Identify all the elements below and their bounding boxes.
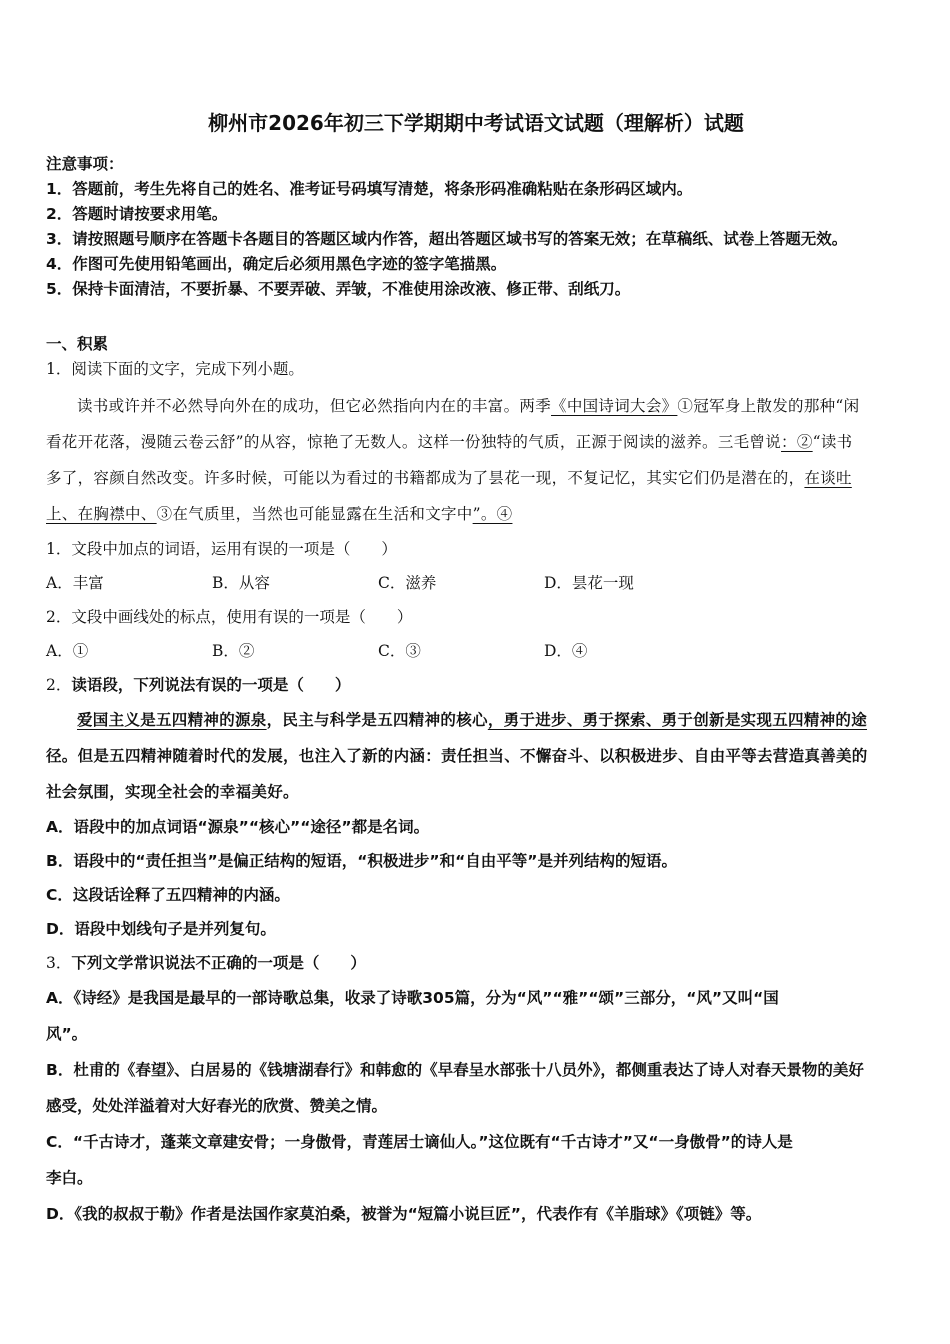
option-b[interactable]: B．② — [212, 642, 255, 660]
passage-line: 看花开花落，漫随云卷云舒”的从容，惊艳了无数人。这样一份独特的气质，正源于阅读的滋养。三毛曾说：②“读书 — [46, 433, 853, 451]
passage-line: 读书或许并不必然导向外在的成功，但它必然指向内在的丰富。两季《中国诗词大会》①冠军身上散发的那种“闲 — [77, 397, 860, 415]
option-d[interactable]: D．《我的叔叔于勒》作者是法国作家莫泊桑，被誉为“短篇小说巨匠”，代表作有《羊脂球》《项链》等。 — [46, 1205, 762, 1223]
passage-line: 上、在胸襟中、③在气质里，当然也可能显露在生活和文字中”。④ — [46, 505, 513, 523]
section-heading: 一、积累 — [46, 335, 109, 353]
option-d[interactable]: D．昙花一现 — [544, 574, 634, 592]
option-a[interactable]: A．① — [46, 642, 89, 660]
notice-item: 5．保持卡面清洁，不要折暴、不要弄破、弄皱，不准使用涂改液、修正带、刮纸刀。 — [46, 280, 631, 298]
passage-line: 径。但是五四精神随着时代的发展，也注入了新的内涵：责任担当、不懈奋斗、以积极进步、自由平等去营造真善美的 — [46, 746, 868, 765]
passage-line: 爱国主义是五四精神的源泉，民主与科学是五四精神的核心，勇于进步、勇于探索、勇于创新是实现五四精神的途 — [77, 710, 868, 729]
option-b[interactable]: B．语段中的“责任担当”是偏正结构的短语，“积极进步”和“自由平等”是并列结构的短语。 — [46, 852, 677, 870]
option-a[interactable]: A．《诗经》是我国是最早的一部诗歌总集，收录了诗歌305篇，分为“风”“雅”“颂”三部分，“风”又叫“国 风”。 — [46, 989, 779, 1043]
notice-heading: 注意事项： — [46, 155, 124, 173]
option-a[interactable]: A．丰富 — [46, 574, 104, 592]
option-a[interactable]: A．语段中的加点词语“源泉”“核心”“途径”都是名词。 — [46, 818, 430, 836]
page-title: 柳州市2026年初三下学期期中考试语文试题（理解析）试题 — [208, 111, 744, 135]
option-row — [46, 566, 906, 600]
passage-line: 多了，容颜自然改变。许多时候，可能以为看过的书籍都成为了昙花一现，不复记忆，其实它们仍是潜在的，在谈吐 — [46, 469, 852, 487]
option-c[interactable]: C．“千古诗才，蓬莱文章建安骨；一身傲骨，青莲居士谪仙人。”这位既有“千古诗才”又“一身傲骨”的诗人是 李白。 — [46, 1133, 793, 1187]
option-d[interactable]: D．④ — [544, 642, 588, 660]
option-c[interactable]: C．滋养 — [378, 574, 437, 592]
question-stem: 2．读语段，下列说法有误的一项是（ ） — [46, 676, 351, 694]
subquestion-stem: 2．文段中画线处的标点，使用有误的一项是（ ） — [46, 608, 413, 626]
notice-item: 2．答题时请按要求用笔。 — [46, 205, 228, 223]
notice-item: 1．答题前，考生先将自己的姓名、准考证号码填写清楚，将条形码准确粘贴在条形码区域内。 — [46, 180, 693, 198]
option-b[interactable]: B．杜甫的《春望》、白居易的《钱塘湖春行》和韩愈的《早春呈水部张十八员外》，都侧重表达了诗人对春天景物的美好 感受，处处洋溢着对大好春光的欣赏、赞美之情。 — [46, 1061, 864, 1115]
question-intro: 1．阅读下面的文字，完成下列小题。 — [46, 360, 304, 378]
notice-item: 4．作图可先使用铅笔画出，确定后必须用黑色字迹的签字笔描黑。 — [46, 255, 507, 273]
option-c[interactable]: C．这段话诠释了五四精神的内涵。 — [46, 886, 290, 904]
subquestion-stem: 1．文段中加点的词语，运用有误的一项是（ ） — [46, 540, 397, 558]
option-c[interactable]: C．③ — [378, 642, 421, 660]
passage-line: 社会氛围，实现全社会的幸福美好。 — [46, 782, 299, 801]
notice-item: 3．请按照题号顺序在答题卡各题目的答题区域内作答，超出答题区域书写的答案无效；在草稿纸、试卷上答题无效。 — [46, 230, 848, 248]
option-b[interactable]: B．从容 — [212, 574, 270, 592]
option-d[interactable]: D．语段中划线句子是并列复句。 — [46, 920, 276, 938]
option-row — [46, 634, 906, 668]
question-stem: 3．下列文学常识说法不正确的一项是（ ） — [46, 954, 366, 972]
